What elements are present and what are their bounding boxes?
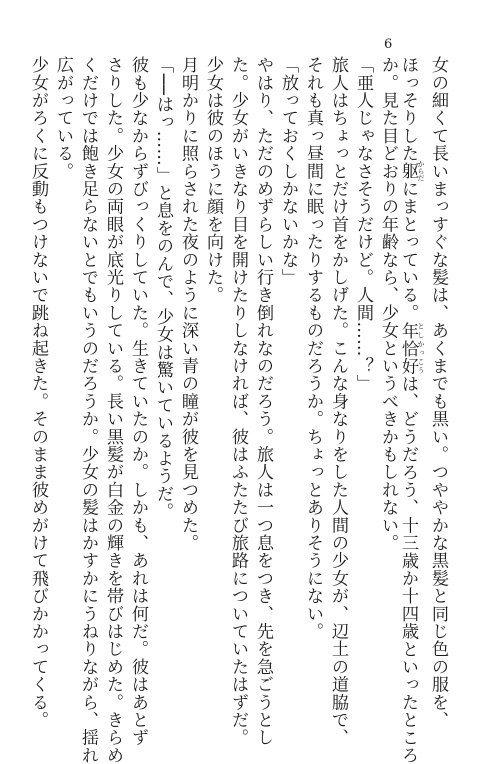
ruby-toshikakkou xyxy=(398,321,425,375)
text-line: か。見た目どおりの年齢なら、少女というべきかもしれない。 xyxy=(378,56,398,552)
text-line: やはり、ただのめずらしい行き倒れなのだろう。旅人は一つ息をつき、先を急ごうとし xyxy=(253,56,273,747)
ruby-karada xyxy=(398,160,425,182)
ruby-base: 躯 xyxy=(398,160,418,182)
ruby-reading: からだ xyxy=(417,160,425,182)
body-text xyxy=(28,56,450,764)
text-line: 女の細くて長いまっすぐな髪は、あくまでも黒い。つややかな黒髪と同じ色の服を、 xyxy=(428,56,448,729)
text-line: 少女は彼のほうに顔を向けた。 xyxy=(203,56,223,304)
text-line-with-ruby: ほっそりした躯 からだにまとっている。年恰好 としかっこうは、どうだろう、十三歳か十四歳といったところ xyxy=(398,56,425,764)
text-line: 彼も少なからずびっくりしていた。生きていたのか。しかも、あれは何だ。彼はあとず xyxy=(128,56,148,747)
text-line: 広がっている。 xyxy=(53,56,73,180)
text-line: 月明かりに照らされた夜のように深い青の瞳が彼を見つめた。 xyxy=(178,56,198,552)
text-line: 「放っておくしかないかな」 xyxy=(278,56,298,287)
text-line: さりした。少女の両眼が底光りしている。長い黒髪が白金の輝きを帯びはじめた。きらめ xyxy=(103,56,123,764)
text-line: 「──はっ……」と息をのんで、少女は驚いているようだ。 xyxy=(153,56,173,521)
text-line: 旅人はちょっとだけ首をかしげた。こんな身なりをした人間の少女が、辺土の道脇で、 xyxy=(328,56,348,747)
text-line: 「亜人じゃなさそうだけど。人間……？」 xyxy=(353,56,373,393)
text-line: た。少女がいきなり目を開けたりしなければ、彼はふたたび旅路についていたはずだ。 xyxy=(228,56,248,747)
ruby-reading: としかっこう xyxy=(417,321,425,375)
text-line: 少女がろくに反動もつけないで跳ね起きた。そのまま彼めがけて飛びかかってくる。 xyxy=(28,56,48,729)
ruby-base: 年恰好 xyxy=(398,321,418,375)
text-line: くだけでは飽き足らないとでもいうのだろうか。少女の髪はかすかにうねりながら、揺れ xyxy=(78,56,98,764)
page-number: 6 xyxy=(384,37,393,52)
text-line: それも真っ昼間に眠ったりするものだろうか。ちょっとありそうにない。 xyxy=(303,56,323,641)
